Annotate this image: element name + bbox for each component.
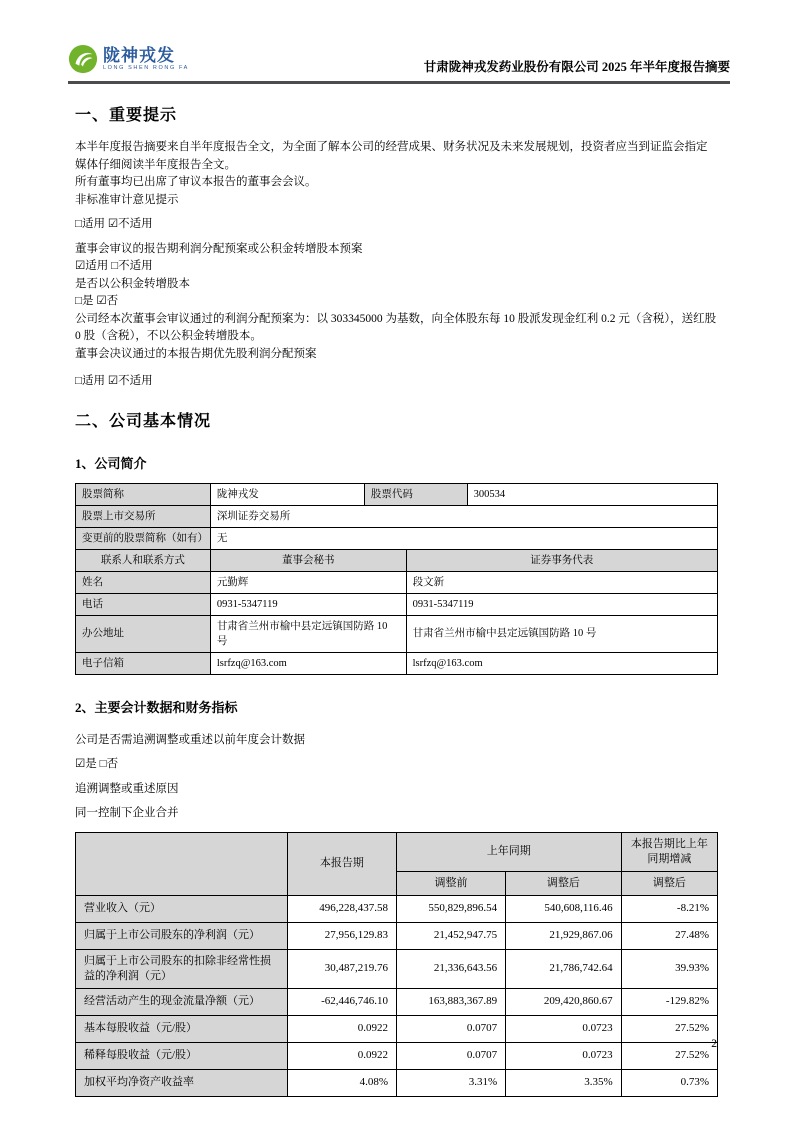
after-adjustment-header-2: 调整后 xyxy=(621,871,717,895)
restate-reason-label: 追溯调整或重述原因 xyxy=(75,782,179,795)
finance-cell: 27.48% xyxy=(621,922,717,949)
finance-row-label: 基本每股收益（元/股） xyxy=(76,1015,288,1042)
finance-cell: 21,786,742.64 xyxy=(506,949,622,988)
finance-cell: 27,956,129.83 xyxy=(287,922,396,949)
table-row xyxy=(76,1015,718,1042)
finance-cell: 550,829,896.54 xyxy=(396,895,505,922)
financial-metrics-table xyxy=(75,832,718,1097)
rep-address-value: 甘肃省兰州市榆中县定远镇国防路 10 号 xyxy=(406,615,717,652)
finance-cell: -62,446,746.10 xyxy=(287,988,396,1015)
finance-cell: 540,608,116.46 xyxy=(506,895,622,922)
finance-cell: 30,487,219.76 xyxy=(287,949,396,988)
stock-code-label: 股票代码 xyxy=(364,483,467,505)
prior-period-header: 上年同期 xyxy=(396,832,621,871)
restate-question-line: 公司是否需追溯调整或重述以前年度会计数据 xyxy=(75,733,305,746)
table-row xyxy=(76,571,718,593)
finance-cell: 163,883,367.89 xyxy=(396,988,505,1015)
address-label: 办公地址 xyxy=(76,615,211,652)
finance-header-empty-cell xyxy=(76,832,288,895)
current-period-header: 本报告期 xyxy=(287,832,396,895)
financial-data-subheading: 2、主要会计数据和财务指标 xyxy=(75,699,238,715)
rep-name-value: 段文新 xyxy=(406,571,717,593)
finance-row-label: 加权平均净资产收益率 xyxy=(76,1069,288,1096)
email-label: 电子信箱 xyxy=(76,652,211,674)
finance-cell: 0.0922 xyxy=(287,1042,396,1069)
profit-plan-checkbox-line: ☑适用 □不适用 xyxy=(75,260,153,272)
table-row xyxy=(76,1069,718,1096)
stock-short-name-value: 陇神戎发 xyxy=(210,483,364,505)
finance-row-label: 营业收入（元） xyxy=(76,895,288,922)
table-row xyxy=(76,505,718,527)
finance-cell: 0.0922 xyxy=(287,1015,396,1042)
capital-reserve-question-line: 是否以公积金转增股本 xyxy=(75,277,190,290)
change-header: 本报告期比上年同期增减 xyxy=(621,832,717,871)
stock-code-value: 300534 xyxy=(467,483,717,505)
finance-cell: 0.73% xyxy=(621,1069,717,1096)
audit-checkbox-line: □适用 ☑不适用 xyxy=(75,218,153,230)
preferred-stock-line: 董事会决议通过的本报告期优先股利润分配预案 xyxy=(75,347,317,360)
finance-cell: 21,929,867.06 xyxy=(506,922,622,949)
former-name-value: 无 xyxy=(210,527,717,549)
secretary-email-value: lsrfzq@163.com xyxy=(210,652,406,674)
logo-brand-tagline: LONG SHEN RONG FA xyxy=(103,64,189,71)
table-row xyxy=(76,949,718,988)
secretary-phone-value: 0931-5347119 xyxy=(210,593,406,615)
rep-phone-value: 0931-5347119 xyxy=(406,593,717,615)
preferred-checkbox-line: □适用 ☑不适用 xyxy=(75,375,153,387)
table-row xyxy=(76,483,718,505)
section-2-heading: 二、公司基本情况 xyxy=(75,412,212,430)
table-row xyxy=(76,652,718,674)
logo-text-block xyxy=(103,47,189,72)
table-row xyxy=(76,615,718,652)
secretary-address-value: 甘肃省兰州市榆中县定远镇国防路 10 号 xyxy=(210,615,406,652)
finance-cell: 4.08% xyxy=(287,1069,396,1096)
finance-cell: 27.52% xyxy=(621,1015,717,1042)
table-row xyxy=(76,922,718,949)
table-row xyxy=(76,988,718,1015)
finance-cell: -8.21% xyxy=(621,895,717,922)
finance-cell: 209,420,860.67 xyxy=(506,988,622,1015)
before-adjustment-header: 调整前 xyxy=(396,871,505,895)
restate-checkbox-line: ☑是 □否 xyxy=(75,758,119,770)
table-row xyxy=(76,527,718,549)
finance-cell: 0.0707 xyxy=(396,1015,505,1042)
finance-cell: 21,336,643.56 xyxy=(396,949,505,988)
finance-cell: 3.35% xyxy=(506,1069,622,1096)
finance-cell: 21,452,947.75 xyxy=(396,922,505,949)
finance-cell: 0.0707 xyxy=(396,1042,505,1069)
exchange-label: 股票上市交易所 xyxy=(76,505,211,527)
finance-row-label: 稀释每股收益（元/股） xyxy=(76,1042,288,1069)
secretary-name-value: 元勤辉 xyxy=(210,571,406,593)
summary-paragraph: 本半年度报告摘要来自半年度报告全文，为全面了解本公司的经营成果、财务状况及未来发展规划，投资者应当到证监会指定媒体仔细阅读半年度报告全文。 xyxy=(75,141,708,171)
capital-reserve-checkbox-line: □是 ☑否 xyxy=(75,295,119,307)
finance-cell: 0.0723 xyxy=(506,1015,622,1042)
company-profile-subheading: 1、公司简介 xyxy=(75,455,147,471)
restate-reason-value: 同一控制下企业合并 xyxy=(75,807,179,819)
stock-short-name-label: 股票简称 xyxy=(76,483,211,505)
table-header-row xyxy=(76,832,718,871)
finance-row-label: 归属于上市公司股东的扣除非经常性损益的净利润（元） xyxy=(76,949,288,988)
directors-attendance-line: 所有董事均已出席了审议本报告的董事会会议。 xyxy=(75,176,317,188)
table-row xyxy=(76,593,718,615)
section-1-heading: 一、重要提示 xyxy=(75,107,178,124)
profit-plan-line: 董事会审议的报告期利润分配预案或公积金转增股本预案 xyxy=(75,242,363,255)
after-adjustment-header: 调整后 xyxy=(506,871,622,895)
dividend-detail-paragraph: 公司经本次董事会审议通过的利润分配预案为：以 303345000 为基数，向全体股东每 10 股派发现金红利 0.2 元（含税），送红股 0 股（含税），不以公积金转增股本。 xyxy=(75,312,717,342)
finance-cell: 27.52% xyxy=(621,1042,717,1069)
finance-cell: 496,228,437.58 xyxy=(287,895,396,922)
page-header xyxy=(68,44,730,84)
name-label: 姓名 xyxy=(76,571,211,593)
table-row xyxy=(76,895,718,922)
non-standard-audit-hint: 非标准审计意见提示 xyxy=(75,193,179,206)
phone-label: 电话 xyxy=(76,593,211,615)
company-logo xyxy=(68,44,189,74)
finance-row-label: 归属于上市公司股东的净利润（元） xyxy=(76,922,288,949)
exchange-value: 深圳证券交易所 xyxy=(210,505,717,527)
finance-cell: 39.93% xyxy=(621,949,717,988)
securities-rep-header: 证券事务代表 xyxy=(406,549,717,571)
finance-cell: -129.82% xyxy=(621,988,717,1015)
former-name-label: 变更前的股票简称（如有） xyxy=(76,527,211,549)
document-body xyxy=(75,87,718,1097)
page-number: 2 xyxy=(711,1038,717,1050)
logo-circle-icon xyxy=(68,44,98,74)
report-title: 甘肃陇神戎发药业股份有限公司 2025 年半年度报告摘要 xyxy=(423,60,730,74)
table-row xyxy=(76,1042,718,1069)
rep-email-value: lsrfzq@163.com xyxy=(406,652,717,674)
contact-header-label: 联系人和联系方式 xyxy=(76,549,211,571)
finance-cell: 3.31% xyxy=(396,1069,505,1096)
finance-row-label: 经营活动产生的现金流量净额（元） xyxy=(76,988,288,1015)
logo-brand-name: 陇神戎发 xyxy=(103,45,175,65)
company-info-table xyxy=(75,483,718,675)
finance-cell: 0.0723 xyxy=(506,1042,622,1069)
board-secretary-header: 董事会秘书 xyxy=(210,549,406,571)
table-row xyxy=(76,549,718,571)
